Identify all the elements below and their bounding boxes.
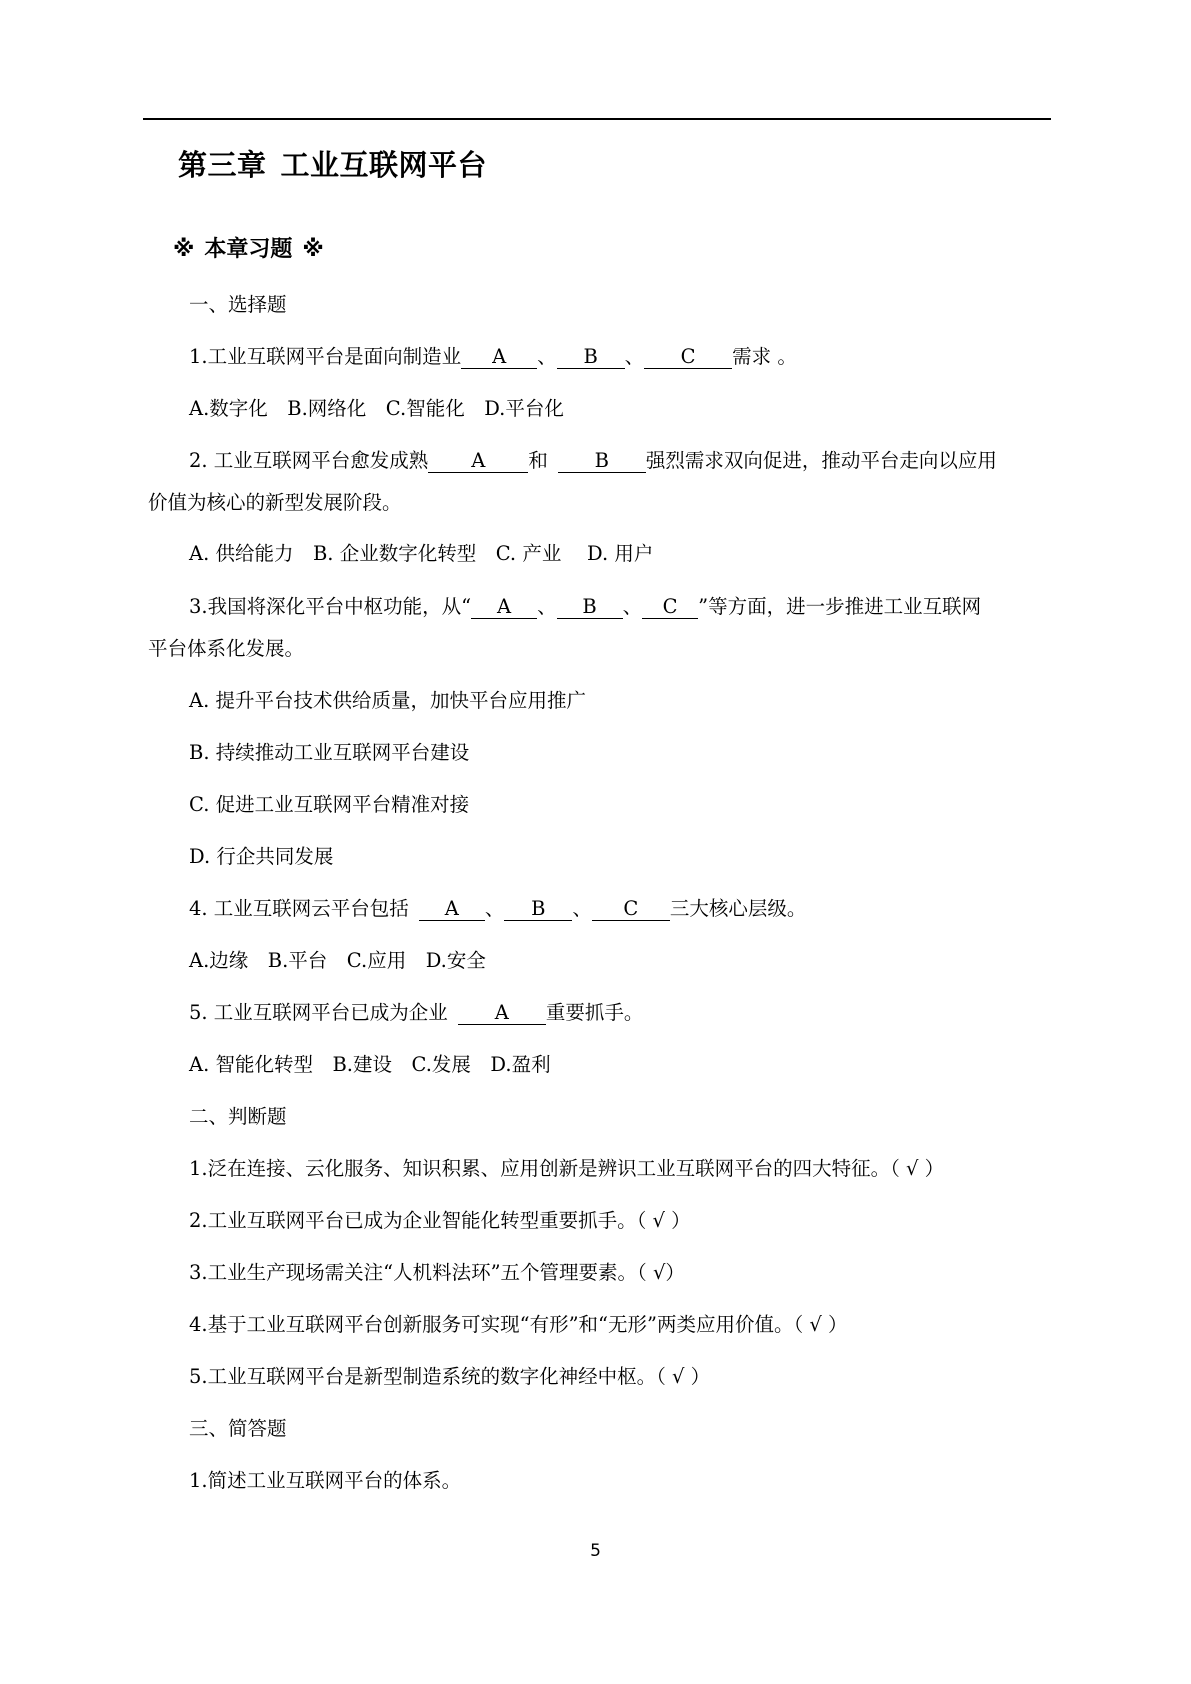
- question-tail: 需求 。: [732, 345, 797, 368]
- answer-blank: C: [592, 898, 670, 921]
- short-answer-item: 1.简述工业互联网平台的体系。: [189, 1469, 462, 1492]
- question-text: 4. 工业互联网云平台包括: [189, 897, 409, 920]
- answer-blank: A: [471, 596, 537, 619]
- answer-blank: B: [557, 596, 623, 619]
- answer-blank: B: [557, 346, 625, 369]
- reference-mark-icon: ※: [173, 237, 195, 262]
- answer-blank: B: [504, 898, 572, 921]
- question-2-line2: 价值为核心的新型发展阶段。: [148, 491, 402, 514]
- chapter-name: 工业互联网平台: [280, 148, 488, 182]
- choice-heading: 一、选择题: [189, 293, 287, 316]
- question-text: 5. 工业互联网平台已成为企业: [189, 1001, 448, 1024]
- answer-blank: A: [461, 346, 537, 369]
- question-4-options: A.边缘 B.平台 C.应用 D.安全: [189, 949, 486, 972]
- question-text: 2. 工业互联网平台愈发成熟: [189, 449, 429, 472]
- question-text: 1.工业互联网平台是面向制造业: [189, 345, 462, 368]
- question-4: [189, 896, 806, 922]
- judge-item: 4.基于工业互联网平台创新服务可实现“有形”和“无形”两类应用价值。（ √ ）: [189, 1313, 848, 1336]
- header-rule: [143, 118, 1051, 120]
- separator: 、: [624, 345, 645, 368]
- page-number: 5: [590, 1541, 601, 1561]
- question-5: [189, 1000, 643, 1026]
- reference-mark-icon: ※: [302, 237, 324, 262]
- answer-blank: A: [428, 450, 528, 473]
- answer-blank: C: [642, 596, 698, 619]
- question-3-option-a: A. 提升平台技术供给质量，加快平台应用推广: [189, 689, 586, 712]
- section-name: 本章习题: [204, 237, 293, 262]
- judge-heading: 二、判断题: [189, 1105, 287, 1128]
- question-1: [189, 344, 797, 370]
- separator: 、: [572, 897, 592, 920]
- question-2: [189, 448, 997, 474]
- question-3: [189, 594, 981, 620]
- question-1-options: A.数字化 B.网络化 C.智能化 D.平台化: [189, 397, 564, 420]
- question-3-option-c: C. 促进工业互联网平台精准对接: [189, 793, 470, 816]
- answer-blank: A: [458, 1002, 546, 1025]
- question-2-options: A. 供给能力 B. 企业数字化转型 C. 产业 D. 用户: [189, 542, 654, 565]
- question-3-option-b: B. 持续推动工业互联网平台建设: [189, 741, 470, 764]
- chapter-title: [178, 143, 487, 184]
- separator: 、: [484, 897, 505, 920]
- question-tail: ”等方面，进一步推进工业互联网: [698, 595, 982, 618]
- question-tail: 三大核心层级。: [669, 897, 807, 920]
- question-5-options: A. 智能化转型 B.建设 C.发展 D.盈利: [189, 1053, 551, 1076]
- chapter-label: 第三章: [178, 148, 267, 182]
- question-tail: 重要抓手。: [545, 1001, 644, 1024]
- question-3-option-d: D. 行企共同发展: [189, 845, 334, 868]
- judge-item: 3.工业生产现场需关注“人机料法环”五个管理要素。（ √）: [189, 1261, 685, 1284]
- question-text: 3.我国将深化平台中枢功能，从“: [189, 595, 472, 618]
- separator: 、: [622, 595, 643, 618]
- question-tail: 强烈需求双向促进，推动平台走向以应用: [645, 449, 997, 472]
- separator: 、: [537, 345, 557, 368]
- separator: 、: [537, 595, 557, 618]
- connector: 和: [528, 449, 548, 472]
- section-title: [173, 232, 324, 263]
- judge-item: 2.工业互联网平台已成为企业智能化转型重要抓手。（ √ ）: [189, 1209, 691, 1232]
- answer-blank: C: [644, 346, 732, 369]
- judge-item: 5.工业互联网平台是新型制造系统的数字化神经中枢。（ √ ）: [189, 1365, 711, 1388]
- answer-blank: A: [419, 898, 485, 921]
- question-3-line2: 平台体系化发展。: [148, 637, 305, 660]
- short-answer-heading: 三、简答题: [189, 1417, 287, 1440]
- answer-blank: B: [558, 450, 646, 473]
- judge-item: 1.泛在连接、云化服务、知识积累、应用创新是辨识工业互联网平台的四大特征。（ √ ）: [189, 1157, 945, 1180]
